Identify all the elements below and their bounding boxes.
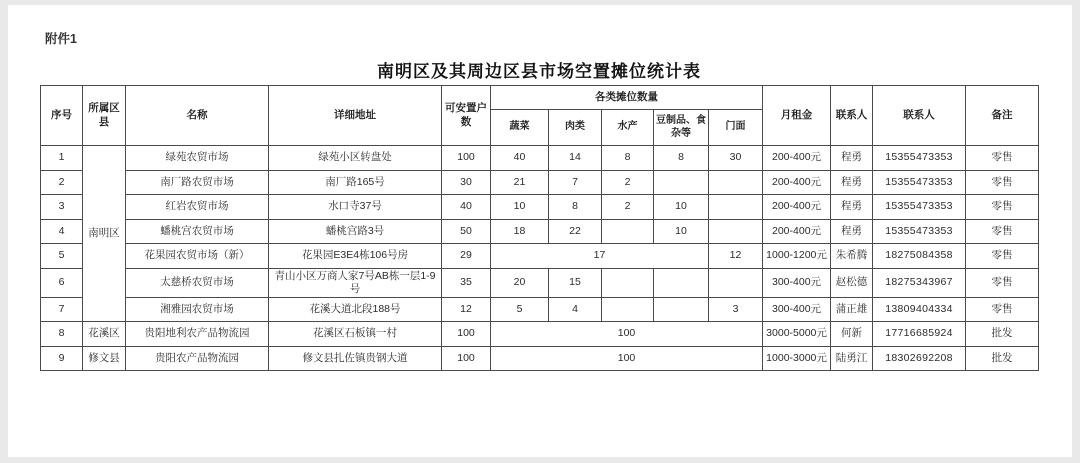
cell-contact: 程勇 bbox=[831, 219, 873, 244]
cell-name: 太慈桥农贸市场 bbox=[126, 268, 269, 297]
cell-contact: 朱希腾 bbox=[831, 244, 873, 269]
cell-remark: 批发 bbox=[966, 322, 1039, 347]
table-row bbox=[41, 219, 1039, 244]
col-header-contact: 联系人 bbox=[831, 86, 873, 146]
table-row bbox=[41, 244, 1039, 269]
cell-veg: 20 bbox=[491, 268, 549, 297]
cell-door bbox=[709, 268, 763, 297]
cell-no: 7 bbox=[41, 297, 83, 322]
cell-no: 3 bbox=[41, 195, 83, 220]
header-row-top bbox=[41, 86, 1039, 110]
cell-name: 贵阳地利农产品物流园 bbox=[126, 322, 269, 347]
cell-phone: 15355473353 bbox=[873, 219, 966, 244]
col-header-bean: 豆制品、食杂等 bbox=[654, 110, 709, 146]
cell-phone: 15355473353 bbox=[873, 170, 966, 195]
cell-address: 花果园E3E4栋106号房 bbox=[269, 244, 442, 269]
cell-capacity: 100 bbox=[442, 322, 491, 347]
vacant-stall-stats-table bbox=[40, 85, 1039, 371]
cell-rent: 1000-1200元 bbox=[763, 244, 831, 269]
col-header-remark: 备注 bbox=[966, 86, 1039, 146]
cell-district-nanming: 南明区 bbox=[83, 146, 126, 322]
cell-door: 30 bbox=[709, 146, 763, 171]
cell-address: 绿苑小区转盘处 bbox=[269, 146, 442, 171]
cell-remark: 零售 bbox=[966, 219, 1039, 244]
table-row bbox=[41, 146, 1039, 171]
cell-capacity: 30 bbox=[442, 170, 491, 195]
cell-capacity: 50 bbox=[442, 219, 491, 244]
cell-address: 青山小区万商人家7号AB栋一层1-9号 bbox=[269, 268, 442, 297]
cell-rent: 200-400元 bbox=[763, 219, 831, 244]
cell-name: 湘雅园农贸市场 bbox=[126, 297, 269, 322]
cell-contact: 陆勇江 bbox=[831, 346, 873, 371]
cell-bean bbox=[654, 268, 709, 297]
cell-phone: 13809404334 bbox=[873, 297, 966, 322]
cell-stalls-merged: 100 bbox=[491, 346, 763, 371]
cell-phone: 17716685924 bbox=[873, 322, 966, 347]
col-header-aqua: 水产 bbox=[602, 110, 654, 146]
cell-meat: 7 bbox=[549, 170, 602, 195]
cell-district-huaxi: 花溪区 bbox=[83, 322, 126, 347]
cell-remark: 批发 bbox=[966, 346, 1039, 371]
cell-bean: 8 bbox=[654, 146, 709, 171]
cell-bean bbox=[654, 297, 709, 322]
cell-contact: 何新 bbox=[831, 322, 873, 347]
cell-remark: 零售 bbox=[966, 195, 1039, 220]
cell-address: 南厂路165号 bbox=[269, 170, 442, 195]
cell-name: 花果园农贸市场（新） bbox=[126, 244, 269, 269]
cell-phone: 18275343967 bbox=[873, 268, 966, 297]
cell-address: 花溪区石板镇一村 bbox=[269, 322, 442, 347]
cell-capacity: 100 bbox=[442, 346, 491, 371]
col-header-stalls-group: 各类摊位数量 bbox=[491, 86, 763, 110]
cell-contact: 程勇 bbox=[831, 170, 873, 195]
cell-name: 红岩农贸市场 bbox=[126, 195, 269, 220]
cell-door bbox=[709, 170, 763, 195]
col-header-phone: 联系人 bbox=[873, 86, 966, 146]
cell-no: 1 bbox=[41, 146, 83, 171]
cell-capacity: 29 bbox=[442, 244, 491, 269]
cell-address: 修文县扎佐镇贵钢大道 bbox=[269, 346, 442, 371]
cell-no: 9 bbox=[41, 346, 83, 371]
col-header-door: 门面 bbox=[709, 110, 763, 146]
cell-meat: 14 bbox=[549, 146, 602, 171]
cell-aqua: 2 bbox=[602, 195, 654, 220]
cell-district-xiuwen: 修文县 bbox=[83, 346, 126, 371]
cell-aqua bbox=[602, 297, 654, 322]
cell-name: 南厂路农贸市场 bbox=[126, 170, 269, 195]
cell-address: 水口寺37号 bbox=[269, 195, 442, 220]
cell-rent: 200-400元 bbox=[763, 195, 831, 220]
cell-contact: 程勇 bbox=[831, 195, 873, 220]
cell-rent: 1000-3000元 bbox=[763, 346, 831, 371]
cell-meat: 8 bbox=[549, 195, 602, 220]
cell-stalls-merged: 100 bbox=[491, 322, 763, 347]
cell-stalls-merged: 17 bbox=[491, 244, 709, 269]
cell-meat: 15 bbox=[549, 268, 602, 297]
page-title: 南明区及其周边区县市场空置摊位统计表 bbox=[377, 62, 701, 81]
cell-meat: 4 bbox=[549, 297, 602, 322]
cell-name: 绿苑农贸市场 bbox=[126, 146, 269, 171]
col-header-district: 所属区县 bbox=[83, 86, 126, 146]
col-header-rent: 月租金 bbox=[763, 86, 831, 146]
col-header-name: 名称 bbox=[126, 86, 269, 146]
cell-rent: 200-400元 bbox=[763, 170, 831, 195]
cell-veg: 5 bbox=[491, 297, 549, 322]
table-row bbox=[41, 268, 1039, 297]
cell-rent: 3000-5000元 bbox=[763, 322, 831, 347]
attachment-label: 附件1 bbox=[45, 32, 77, 46]
cell-door bbox=[709, 195, 763, 220]
cell-capacity: 100 bbox=[442, 146, 491, 171]
cell-phone: 15355473353 bbox=[873, 195, 966, 220]
cell-aqua bbox=[602, 268, 654, 297]
cell-phone: 18275084358 bbox=[873, 244, 966, 269]
table-row bbox=[41, 322, 1039, 347]
cell-no: 4 bbox=[41, 219, 83, 244]
cell-veg: 21 bbox=[491, 170, 549, 195]
cell-contact: 赵松德 bbox=[831, 268, 873, 297]
cell-remark: 零售 bbox=[966, 297, 1039, 322]
cell-rent: 300-400元 bbox=[763, 297, 831, 322]
cell-address: 花溪大道北段188号 bbox=[269, 297, 442, 322]
cell-address: 蟠桃宫路3号 bbox=[269, 219, 442, 244]
cell-remark: 零售 bbox=[966, 268, 1039, 297]
table-row bbox=[41, 297, 1039, 322]
cell-remark: 零售 bbox=[966, 244, 1039, 269]
col-header-no: 序号 bbox=[41, 86, 83, 146]
cell-door: 3 bbox=[709, 297, 763, 322]
cell-phone: 15355473353 bbox=[873, 146, 966, 171]
cell-aqua bbox=[602, 219, 654, 244]
cell-rent: 200-400元 bbox=[763, 146, 831, 171]
cell-capacity: 35 bbox=[442, 268, 491, 297]
cell-remark: 零售 bbox=[966, 146, 1039, 171]
cell-phone: 18302692208 bbox=[873, 346, 966, 371]
col-header-meat: 肉类 bbox=[549, 110, 602, 146]
cell-aqua: 8 bbox=[602, 146, 654, 171]
cell-name: 蟠桃宫农贸市场 bbox=[126, 219, 269, 244]
cell-contact: 蒲正雄 bbox=[831, 297, 873, 322]
cell-bean: 10 bbox=[654, 219, 709, 244]
table-row bbox=[41, 170, 1039, 195]
cell-capacity: 40 bbox=[442, 195, 491, 220]
cell-aqua: 2 bbox=[602, 170, 654, 195]
cell-name: 贵阳农产品物流园 bbox=[126, 346, 269, 371]
table-row bbox=[41, 346, 1039, 371]
cell-bean bbox=[654, 170, 709, 195]
document-page bbox=[8, 5, 1072, 457]
col-header-capacity: 可安置户数 bbox=[442, 86, 491, 146]
cell-meat: 22 bbox=[549, 219, 602, 244]
cell-bean: 10 bbox=[654, 195, 709, 220]
cell-veg: 10 bbox=[491, 195, 549, 220]
cell-veg: 18 bbox=[491, 219, 549, 244]
cell-remark: 零售 bbox=[966, 170, 1039, 195]
cell-no: 8 bbox=[41, 322, 83, 347]
cell-rent: 300-400元 bbox=[763, 268, 831, 297]
cell-no: 5 bbox=[41, 244, 83, 269]
cell-veg: 40 bbox=[491, 146, 549, 171]
cell-contact: 程勇 bbox=[831, 146, 873, 171]
cell-no: 2 bbox=[41, 170, 83, 195]
cell-door: 12 bbox=[709, 244, 763, 269]
cell-no: 6 bbox=[41, 268, 83, 297]
table-row bbox=[41, 195, 1039, 220]
cell-door bbox=[709, 219, 763, 244]
col-header-address: 详细地址 bbox=[269, 86, 442, 146]
col-header-veg: 蔬菜 bbox=[491, 110, 549, 146]
cell-capacity: 12 bbox=[442, 297, 491, 322]
